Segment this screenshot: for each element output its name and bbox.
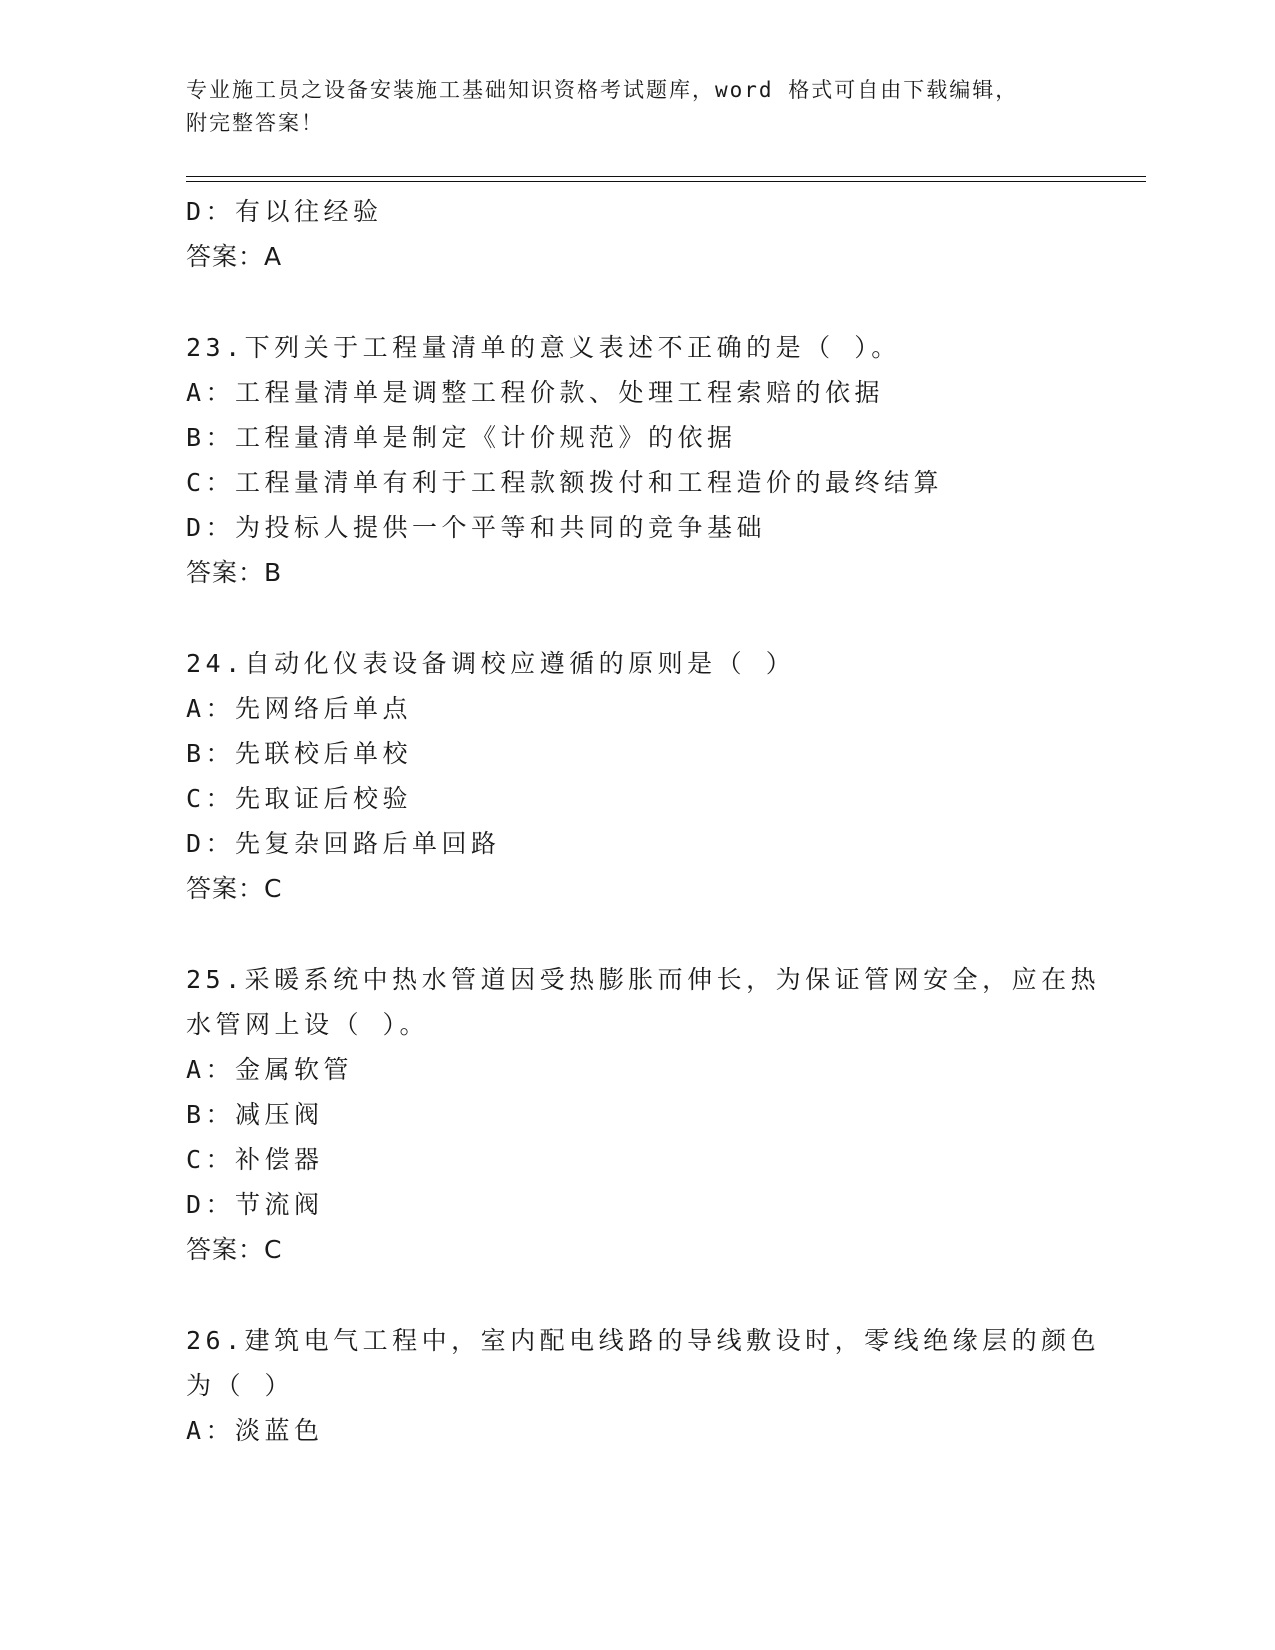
header-divider-bottom: [186, 181, 1146, 182]
document-header: 专业施工员之设备安装施工基础知识资格考试题库，word 格式可自由下载编辑， 附完整答案！: [186, 78, 1019, 135]
option-c: C：工程量清单有利于工程款额拨付和工程造价的最终结算: [186, 468, 944, 497]
answer: 答案：C: [186, 1235, 283, 1264]
question-list: [186, 189, 1101, 1453]
option-c: C：先取证后校验: [186, 784, 413, 813]
spacer: [186, 1272, 1086, 1318]
spacer: [186, 595, 1086, 641]
spacer: [186, 911, 1086, 957]
option-d: D：为投标人提供一个平等和共同的竞争基础: [186, 513, 767, 542]
spacer: [186, 279, 1086, 325]
option-a: A：先网络后单点: [186, 694, 413, 723]
answer: 答案：B: [186, 558, 283, 587]
option-a: A：淡蓝色: [186, 1416, 324, 1445]
answer: 答案：C: [186, 874, 283, 903]
question-stem-line-2: 水管网上设（ ）。: [186, 1010, 430, 1039]
option-d: D：先复杂回路后单回路: [186, 829, 501, 858]
option-b: B：减压阀: [186, 1100, 324, 1129]
question-stem: 24.自动化仪表设备调校应遵循的原则是（ ）: [186, 649, 796, 678]
question-stem-line-1: 25.采暖系统中热水管道因受热膨胀而伸长，为保证管网安全，应在热: [186, 965, 1101, 994]
option-a: A：工程量清单是调整工程价款、处理工程索赔的依据: [186, 378, 885, 407]
answer: 答案：A: [186, 242, 283, 271]
header-divider-top: [186, 176, 1146, 177]
option-a: A：金属软管: [186, 1055, 354, 1084]
option-b: B：先联校后单校: [186, 739, 413, 768]
option-c: C：补偿器: [186, 1145, 324, 1174]
option-b: B：工程量清单是制定《计价规范》的依据: [186, 423, 737, 452]
question-stem-line-1: 26.建筑电气工程中，室内配电线路的导线敷设时，零线绝缘层的颜色: [186, 1326, 1101, 1355]
question-stem-line-2: 为（ ）: [186, 1371, 295, 1400]
question-stem: 23.下列关于工程量清单的意义表述不正确的是（ ）。: [186, 333, 901, 362]
option-d: D：有以往经验: [186, 197, 383, 226]
option-d: D：节流阀: [186, 1190, 324, 1219]
